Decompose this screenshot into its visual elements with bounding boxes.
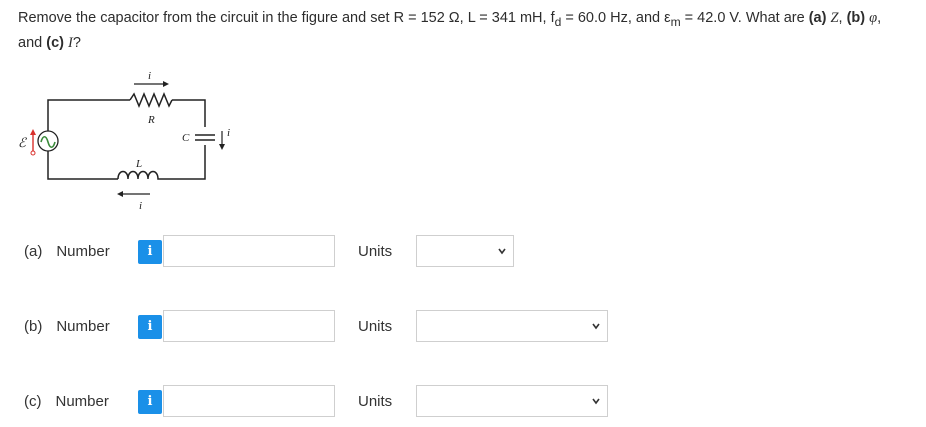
answer-row-a [0, 233, 926, 273]
current-label-right: i [227, 127, 231, 139]
chevron-down-icon [591, 396, 601, 406]
current-label-bottom: i [139, 200, 143, 212]
info-button[interactable]: i [138, 315, 162, 339]
number-input[interactable] [163, 235, 335, 267]
resistor-label: R [148, 114, 155, 126]
answer-row-b [0, 308, 926, 348]
number-input[interactable] [163, 385, 335, 417]
units-label: Units [358, 243, 393, 260]
units-select[interactable] [416, 385, 608, 417]
capacitor-label: C [182, 132, 190, 144]
chevron-down-icon [591, 321, 601, 331]
number-label: Number [55, 393, 109, 410]
units-label: Units [358, 318, 393, 335]
number-label: Number [56, 318, 110, 335]
question-text: Remove the capacitor from the circuit in the figure and set R = 152 Ω, L = 341 mH, $f_d = 60.0$ Hz, and $\varepsilon_m = 42.0$ V. What are (a) Z, (b) φ, and (c) I? [18, 10, 882, 51]
units-label: Units [358, 393, 393, 410]
units-select[interactable] [416, 235, 514, 267]
emf-symbol-label: ℰ [18, 136, 26, 151]
circuit-figure [20, 65, 240, 215]
resistor [130, 94, 172, 106]
current-label-top: i [148, 70, 152, 82]
inductor-label: L [136, 158, 143, 170]
inductor [118, 172, 160, 180]
number-label: Number [56, 243, 110, 260]
info-button[interactable]: i [138, 390, 162, 414]
part-label: (b) [24, 318, 43, 335]
units-select[interactable] [416, 310, 608, 342]
info-button[interactable]: i [138, 240, 162, 264]
R-value: R = 152 Ω, [393, 10, 468, 26]
part-label: (c) [24, 393, 42, 410]
part-label: (a) [24, 243, 43, 260]
answer-row-c [0, 383, 926, 423]
chevron-down-icon [497, 246, 507, 256]
number-input[interactable] [163, 310, 335, 342]
